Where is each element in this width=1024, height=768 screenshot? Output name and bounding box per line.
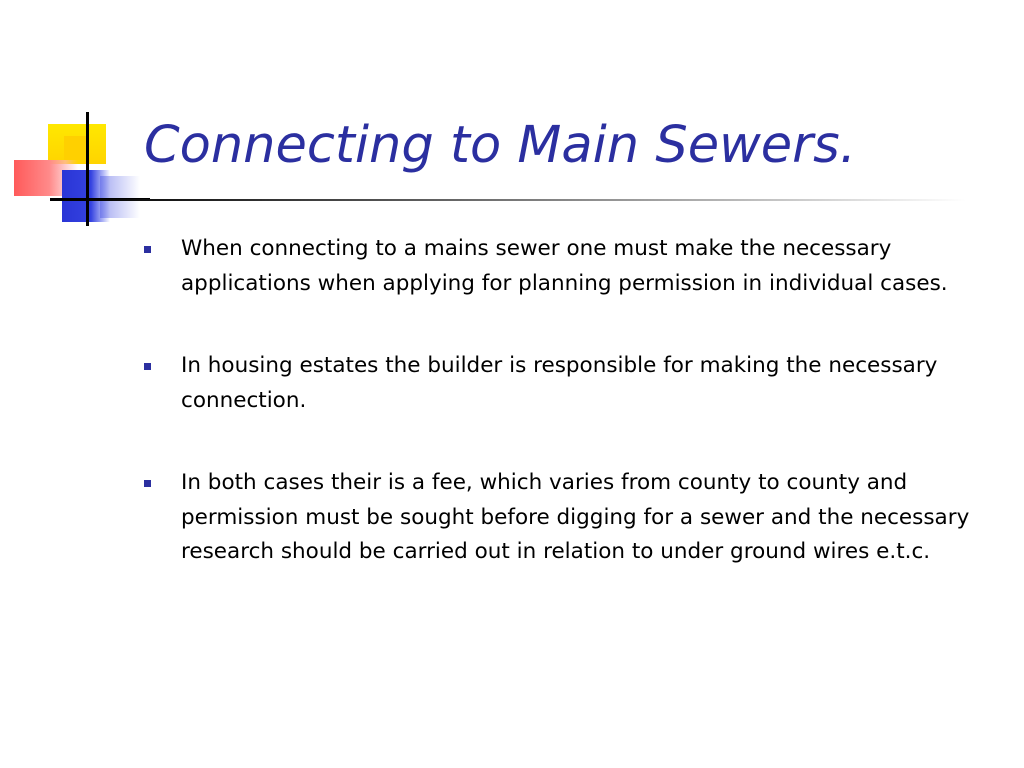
slide-title: Connecting to Main Sewers.: [144, 116, 856, 175]
bullet-item: [0, 232, 991, 301]
square-bullet-icon: [144, 363, 151, 370]
title-divider: [86, 199, 966, 201]
vertical-line: [86, 112, 89, 226]
bullet-text: In both cases their is a fee, which varies from county to county and permission must be sought before digging for a sewer and the necessary research should be carried out in relation to under ground wires e.t.c.: [181, 470, 970, 564]
bullet-item: [0, 349, 991, 418]
square-bullet-icon: [144, 480, 151, 487]
bullet-list: [0, 232, 1024, 618]
bullet-text: When connecting to a mains sewer one must make the necessary applications when applying for planning permission in individual cases.: [181, 236, 948, 296]
yellow-square-shade: [64, 136, 88, 160]
square-bullet-icon: [144, 246, 151, 253]
blue-square-fade: [100, 176, 140, 218]
bullet-item: [0, 466, 991, 570]
bullet-text: In housing estates the builder is responsible for making the necessary connection.: [181, 353, 938, 413]
